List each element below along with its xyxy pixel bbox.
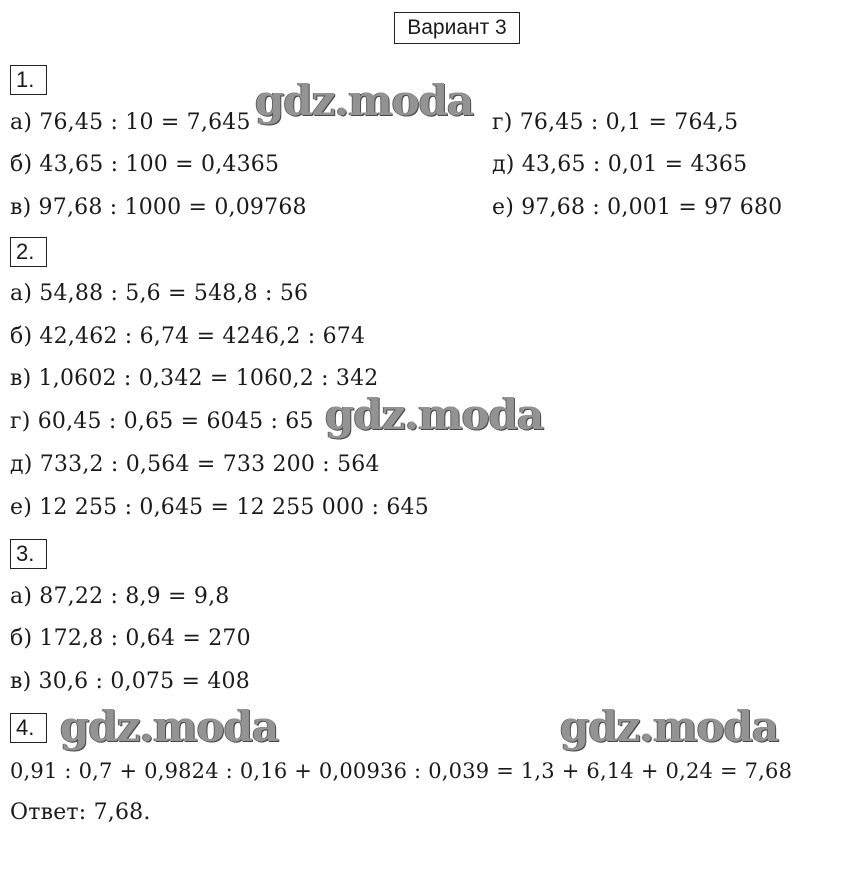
task-2-line-e: е) 12 255 : 0,645 = 12 255 000 : 645	[10, 495, 429, 520]
task-2-line-v: в) 1,0602 : 0,342 = 1060,2 : 342	[10, 366, 379, 391]
task-3-line-b: б) 172,8 : 0,64 = 270	[10, 626, 251, 651]
task-2-line-d: д) 733,2 : 0,564 = 733 200 : 564	[10, 452, 380, 477]
task-1-line-b: б) 43,65 : 100 = 0,4365	[10, 152, 280, 177]
task-1-line-a: а) 76,45 : 10 = 7,645	[10, 110, 251, 135]
task-1-line-v: в) 97,68 : 1000 = 0,09768	[10, 195, 307, 220]
watermark-logo: gdz.moda	[255, 76, 474, 125]
task-2-line-b: б) 42,462 : 6,74 = 4246,2 : 674	[10, 324, 366, 349]
task-2-number: 2.	[10, 237, 47, 267]
task-3-line-a: а) 87,22 : 8,9 = 9,8	[10, 584, 230, 609]
task-1-number: 1.	[10, 65, 47, 95]
task-1-line-e: е) 97,68 : 0,001 = 97 680	[492, 195, 783, 220]
watermark-logo: gdz.moda	[560, 702, 779, 751]
task-2-line-a: а) 54,88 : 5,6 = 548,8 : 56	[10, 281, 309, 306]
watermark-logo: gdz.moda	[325, 390, 544, 439]
variant-title: Вариант 3	[394, 12, 520, 44]
task-1-line-d: д) 43,65 : 0,01 = 4365	[492, 152, 748, 177]
task-2-line-g: г) 60,45 : 0,65 = 6045 : 65	[10, 409, 314, 434]
task-4-answer: Ответ: 7,68.	[10, 800, 151, 825]
watermark-logo: gdz.moda	[60, 702, 279, 751]
task-4-expression: 0,91 : 0,7 + 0,9824 : 0,16 + 0,00936 : 0,039 = 1,3 + 6,14 + 0,24 = 7,68	[10, 759, 793, 783]
task-1-line-g: г) 76,45 : 0,1 = 764,5	[492, 110, 739, 135]
task-4-number: 4.	[10, 713, 47, 743]
task-3-line-v: в) 30,6 : 0,075 = 408	[10, 669, 250, 694]
task-3-number: 3.	[10, 539, 47, 569]
